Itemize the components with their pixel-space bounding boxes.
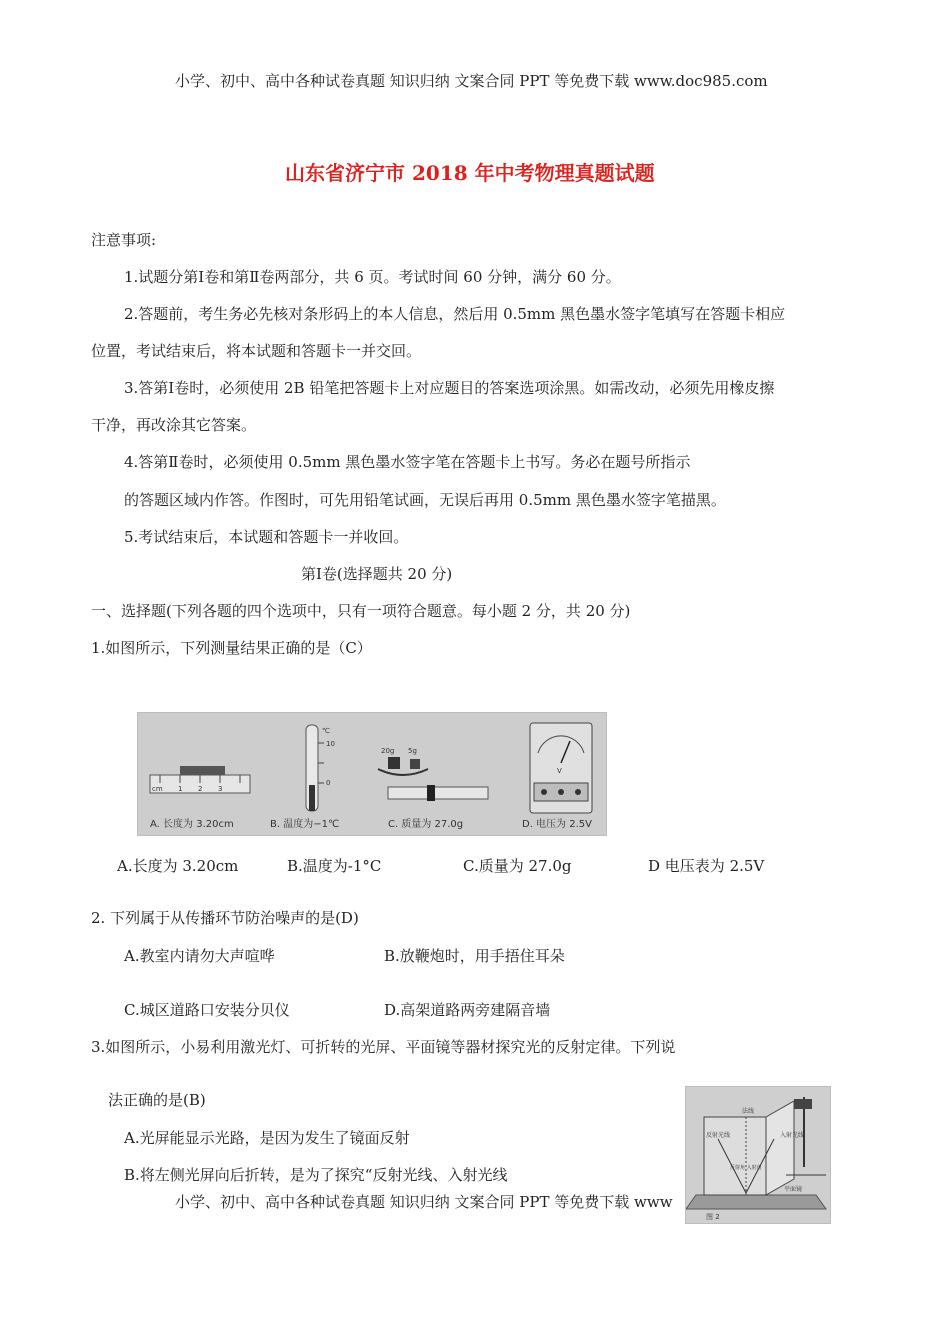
question-3-stem-line2: 法正确的是(B) <box>108 1091 206 1109</box>
notice-item: 4.答第Ⅱ卷时，必须使用 0.5mm 黑色墨水签字笔在答题卡上书写。务必在题号所指示 <box>124 453 691 471</box>
label-angles: 反射角 入射角 <box>730 1165 762 1171</box>
figure-label-b: B. 温度为−1℃ <box>270 819 340 830</box>
label-incident: 入射光线 <box>780 1132 805 1139</box>
question-2-stem: 2. 下列属于从传播环节防治噪声的是(D) <box>91 909 359 927</box>
ruler-unit: cm <box>152 785 163 793</box>
notice-item: 位置，考试结束后，将本试题和答题卡一并交回。 <box>91 342 422 360</box>
notice-item: 2.答题前，考生务必先核对条形码上的本人信息，然后用 0.5mm 黑色墨水签字笔填写在答题卡相应 <box>124 305 786 323</box>
question-1-option-c: C.质量为 27.0g <box>463 857 572 875</box>
figure-label-a: A. 长度为 3.20cm <box>150 819 234 830</box>
question-3-option-b: B.将左侧光屏向后折转，是为了探究“反射光线、入射光线 <box>124 1166 508 1184</box>
voltmeter-icon <box>530 723 592 813</box>
question-3-figure <box>685 1086 831 1224</box>
notice-item: 干净，再改涂其它答案。 <box>91 416 257 434</box>
label-mirror: 平面镜 <box>784 1186 803 1193</box>
label-normal: 法线 <box>742 1108 755 1115</box>
ruler-tick: 1 <box>178 785 183 793</box>
question-1-stem: 1.如图所示，下列测量结果正确的是（C） <box>91 639 372 657</box>
ruler-tick: 3 <box>218 785 223 793</box>
question-1-option-a: A.长度为 3.20cm <box>117 857 239 875</box>
notice-item: 5.考试结束后，本试题和答题卡一并收回。 <box>124 528 409 546</box>
part-title: 一、选择题(下列各题的四个选项中，只有一项符合题意。每小题 2 分，共 20 分) <box>91 602 631 620</box>
notice-item: 1.试题分第Ⅰ卷和第Ⅱ卷两部分，共 6 页。考试时间 60 分钟，满分 60 分。 <box>124 268 621 286</box>
thermometer-unit: ℃ <box>322 727 330 735</box>
figure-label-c: C. 质量为 27.0g <box>388 819 464 830</box>
voltmeter-unit: V <box>557 767 562 775</box>
balance-weight: 20g <box>381 747 395 755</box>
question-1-figure <box>137 712 607 836</box>
question-2-option-c: C.城区道路口安装分贝仪 <box>124 1001 290 1019</box>
question-1-option-b: B.温度为-1°C <box>287 857 382 875</box>
question-2-option-d: D.高架道路两旁建隔音墙 <box>384 1001 551 1019</box>
figure-caption: 图 2 <box>706 1213 720 1221</box>
notice-heading: 注意事项: <box>91 231 157 249</box>
question-2-option-a: A.教室内请勿大声喧哗 <box>124 947 275 965</box>
figure-label-d: D. 电压为 2.5V <box>522 819 592 830</box>
notice-item: 3.答第Ⅰ卷时，必须使用 2B 铅笔把答题卡上对应题目的答案选项涂黑。如需改动，必须先用橡皮擦 <box>124 379 775 397</box>
balance-weight: 5g <box>408 747 417 755</box>
section-title: 第Ⅰ卷(选择题共 20 分) <box>301 565 453 583</box>
thermometer-tick: 10 <box>326 740 335 748</box>
question-3-stem-line1: 3.如图所示，小易利用激光灯、可折转的光屏、平面镜等器材探究光的反射定律。下列说 <box>91 1038 676 1056</box>
thermometer-tick: 0 <box>326 779 331 787</box>
page-title: 山东省济宁市 2018 年中考物理真题试题 <box>285 161 655 185</box>
question-1-option-d: D 电压表为 2.5V <box>648 857 765 875</box>
question-2-option-b: B.放鞭炮时，用手捂住耳朵 <box>384 947 565 965</box>
question-3-option-a: A.光屏能显示光路，是因为发生了镜面反射 <box>124 1129 410 1147</box>
notice-item: 的答题区域内作答。作图时，可先用铅笔试画，无误后再用 0.5mm 黑色墨水签字笔描黑。 <box>124 491 726 509</box>
label-reflected: 反射光线 <box>706 1132 731 1139</box>
ruler-tick: 2 <box>198 785 203 793</box>
page-footer: 小学、初中、高中各种试卷真题 知识归纳 文案合同 PPT 等免费下载 www <box>175 1193 673 1211</box>
page-header: 小学、初中、高中各种试卷真题 知识归纳 文案合同 PPT 等免费下载 www.doc985.com <box>175 72 768 90</box>
